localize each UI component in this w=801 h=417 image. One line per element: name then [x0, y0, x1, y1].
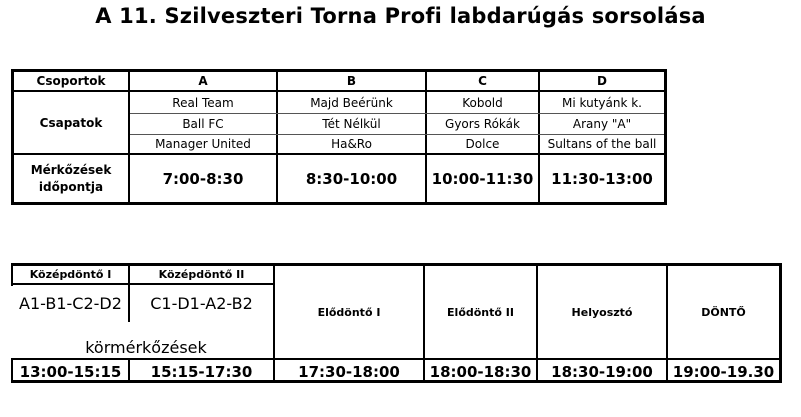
semifinal1-label: Elődöntő I — [317, 305, 381, 319]
time-semifinal1: 17:30-18:00 — [298, 362, 400, 381]
time-placement: 18:30-19:00 — [551, 362, 653, 381]
stage2-pairing: C1-D1-A2-B2 — [150, 293, 253, 313]
match-time-b: 8:30-10:00 — [305, 169, 398, 188]
match-time-label — [14, 155, 128, 202]
team-cell: Arany "A" — [572, 117, 632, 131]
knockout-table — [11, 263, 782, 383]
match-time-c: 10:00-11:30 — [431, 169, 534, 188]
time-semifinal2: 18:00-18:30 — [429, 362, 532, 381]
stage2-label: Középdöntő II — [158, 268, 245, 281]
placement-label: Helyosztó — [571, 305, 633, 319]
match-time-d: 11:30-13:00 — [551, 169, 653, 188]
team-cell: Tét Nélkül — [322, 117, 381, 131]
group-b-header: B — [346, 74, 357, 88]
groups-header: Csoportok — [36, 74, 106, 88]
group-c-header: C — [478, 74, 487, 88]
team-cell: Gyors Rókák — [445, 117, 520, 131]
team-cell: Mi kutyánk k. — [562, 95, 642, 110]
stage1-pairing: A1-B1-C2-D2 — [19, 293, 122, 313]
stage1-label: Középdöntő I — [29, 268, 112, 281]
team-cell: Real Team — [172, 95, 234, 110]
group-table — [11, 69, 667, 205]
final-label: DÖNTŐ — [701, 305, 746, 319]
teams-label: Csapatok — [39, 115, 103, 130]
match-time-label-line2: időpontja — [38, 180, 104, 194]
team-cell: Majd Beérünk — [310, 95, 393, 110]
time-final: 19:00-19.30 — [672, 362, 775, 381]
team-cell: Manager United — [155, 137, 251, 151]
page-title: A 11. Szilveszteri Torna Profi labdarúgás sorsolása — [95, 4, 706, 28]
time-stage1: 13:00-15:15 — [19, 362, 122, 381]
group-a-header: A — [198, 74, 208, 88]
round-robin-note: körmérkőzések — [85, 337, 207, 357]
group-d-header: D — [597, 74, 607, 88]
team-cell: Ball FC — [182, 117, 224, 131]
team-cell: Sultans of the ball — [547, 137, 657, 151]
team-cell: Dolce — [465, 137, 500, 151]
time-stage2: 15:15-17:30 — [150, 362, 253, 381]
team-cell: Ha&Ro — [331, 137, 372, 151]
team-cell: Kobold — [462, 95, 503, 110]
match-time-label-line1: Mérkőzések — [30, 163, 112, 177]
match-time-a: 7:00-8:30 — [162, 169, 244, 188]
semifinal2-label: Elődöntő II — [447, 305, 514, 319]
